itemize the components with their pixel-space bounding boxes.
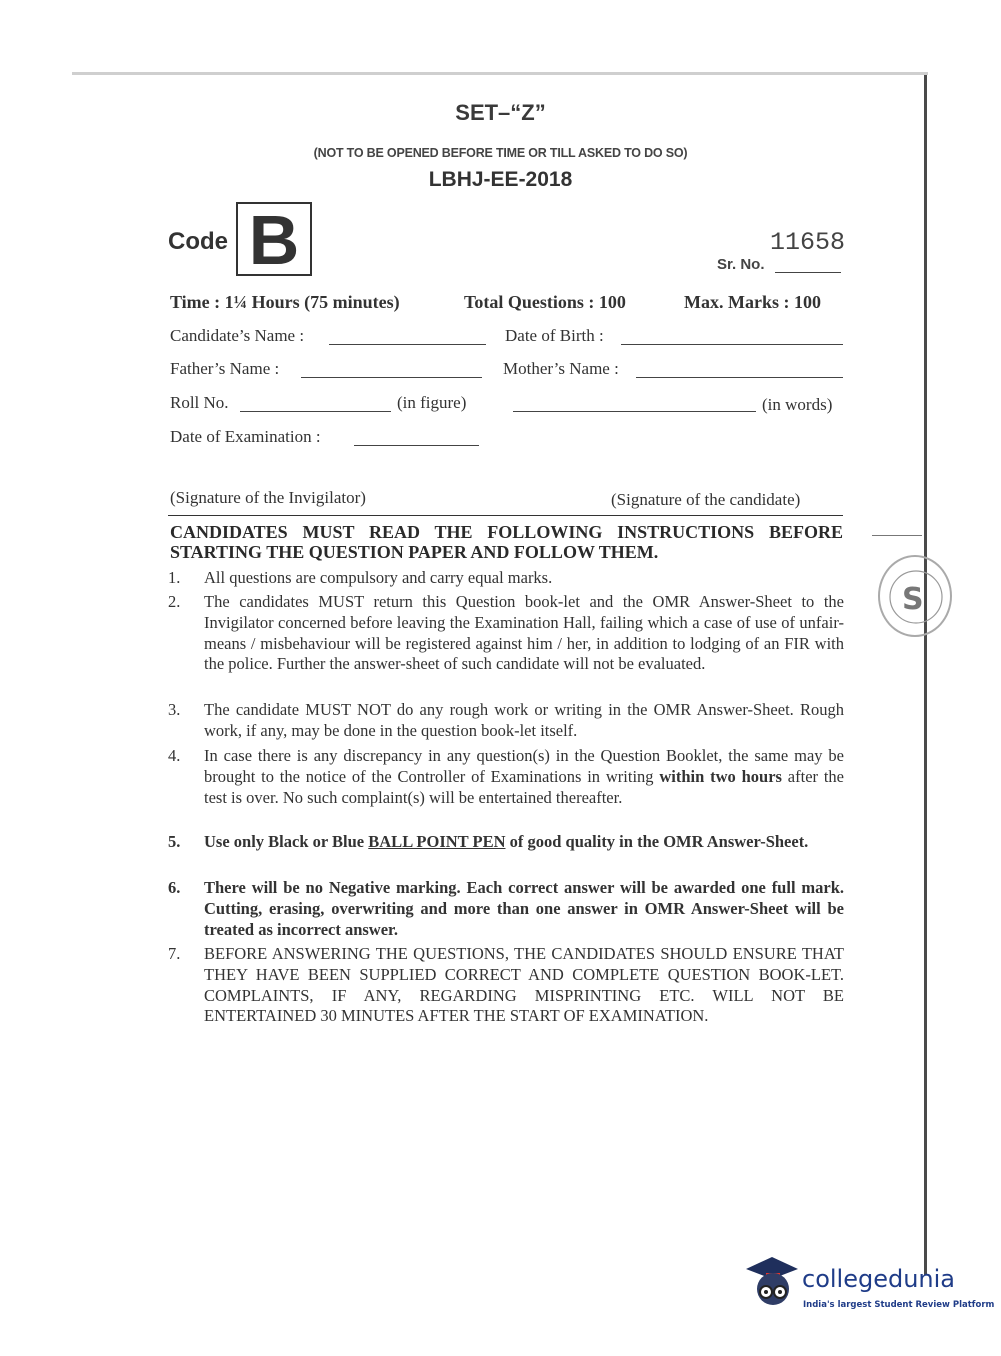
mother-name-field[interactable] bbox=[636, 377, 843, 378]
total-questions: Total Questions : 100 bbox=[464, 292, 626, 312]
father-name-field[interactable] bbox=[301, 377, 482, 378]
in-figure-label: (in figure) bbox=[397, 393, 467, 412]
sr-no-label: Sr. No. bbox=[717, 256, 765, 273]
candidate-name-label: Candidate’s Name : bbox=[170, 326, 305, 345]
exam-code: LBHJ-EE-2018 bbox=[428, 168, 573, 191]
max-marks: Max. Marks : 100 bbox=[684, 292, 821, 312]
candidate-name-field[interactable] bbox=[329, 344, 486, 345]
mother-name-label: Mother’s Name : bbox=[503, 359, 619, 378]
date-of-exam-label: Date of Examination : bbox=[170, 427, 321, 446]
collegedunia-watermark bbox=[744, 1247, 995, 1317]
date-of-exam-field[interactable] bbox=[354, 445, 479, 446]
page-right-edge bbox=[924, 75, 927, 1275]
roll-no-words-field[interactable] bbox=[513, 411, 756, 412]
svg-text:S: S bbox=[902, 582, 924, 617]
invigilator-signature: (Signature of the Invigilator) bbox=[170, 488, 366, 507]
date-of-birth-field[interactable] bbox=[621, 344, 843, 345]
father-name-label: Father’s Name : bbox=[170, 359, 280, 378]
code-box: B bbox=[236, 202, 312, 276]
time-info: Time : 1¼ Hours (75 minutes) bbox=[170, 292, 400, 312]
confidential-stamp bbox=[878, 555, 952, 637]
svg-text:India's largest Student Review: India's largest Student Review Platform bbox=[803, 1300, 995, 1310]
collegedunia-logo-icon bbox=[744, 1247, 995, 1317]
in-words-label: (in words) bbox=[762, 395, 833, 414]
code-label: Code bbox=[168, 228, 228, 255]
roll-no-figure-field[interactable] bbox=[240, 411, 391, 412]
serial-number: 11658 bbox=[770, 228, 846, 257]
svg-text:collegedunia: collegedunia bbox=[802, 1265, 956, 1293]
set-label: SET–“Z” bbox=[455, 100, 546, 125]
instructions-heading: CANDIDATES MUST READ THE FOLLOWING INSTRUCTIONS BEFORE STARTING THE QUESTION PAPER AND FOLLOW THEM. bbox=[170, 522, 843, 562]
candidate-signature: (Signature of the candidate) bbox=[611, 490, 801, 509]
stamp-mark-line bbox=[872, 535, 922, 536]
date-of-birth-label: Date of Birth : bbox=[505, 326, 604, 345]
not-to-be-opened-notice: (NOT TO BE OPENED BEFORE TIME OR TILL ASKED TO DO SO) bbox=[313, 146, 688, 160]
roll-no-label: Roll No. bbox=[170, 393, 229, 412]
signature-divider bbox=[168, 515, 843, 516]
sr-no-line bbox=[775, 272, 841, 273]
page-top-edge bbox=[72, 72, 928, 75]
confidential-stamp-icon bbox=[880, 557, 950, 635]
